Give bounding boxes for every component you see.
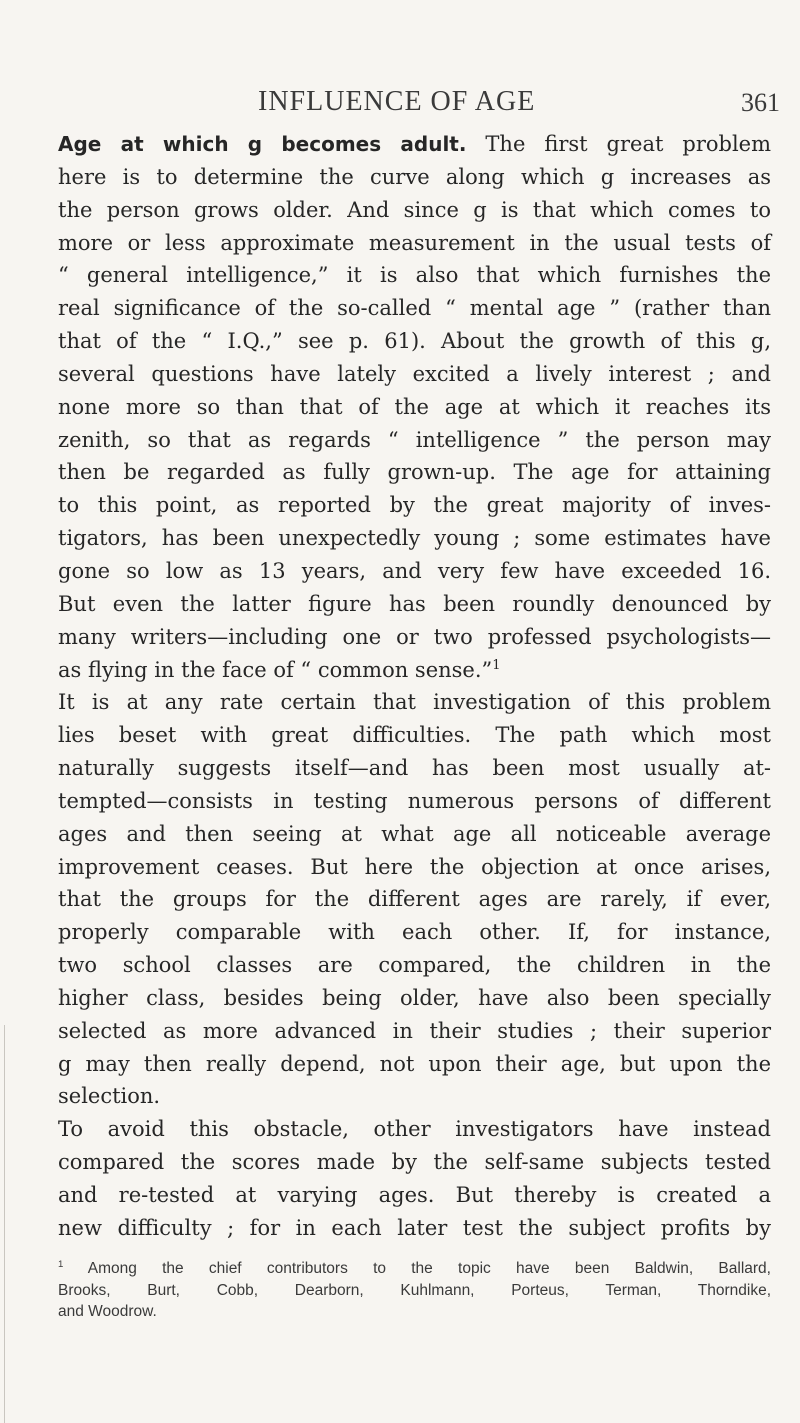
paragraph-age-adult	[58, 128, 771, 686]
text-line: tigators, has been unexpectedly young ; some estimates have	[58, 526, 771, 551]
text-line: To avoid this obstacle, other investigators have instead	[58, 1117, 771, 1142]
paragraph-investigation	[58, 686, 771, 1113]
text-line: compared the scores made by the self-same subjects tested	[58, 1150, 771, 1175]
text-line: real significance of the so-called “ mental age ” (rather than	[58, 296, 771, 321]
paragraph-obstacle	[58, 1113, 771, 1244]
footnote-line	[58, 1258, 771, 1280]
text-line: gone so low as 13 years, and very few have exceeded 16.	[58, 558, 771, 583]
page-header	[0, 86, 800, 126]
text-line	[58, 654, 771, 687]
text-line: that of the “ I.Q.,” see p. 61). About the growth of this g,	[58, 329, 771, 354]
text-line: selected as more advanced in their studies ; their superior	[58, 1018, 771, 1043]
text-line: But even the latter figure has been roundly denounced by	[58, 591, 771, 616]
page-number: 361	[741, 88, 780, 117]
text-line: higher class, besides being older, have also been specially	[58, 985, 771, 1010]
scan-edge-line	[4, 1025, 5, 1423]
text-line: improvement ceases. But here the objection at once arises,	[58, 854, 771, 879]
main-text	[58, 128, 771, 1245]
text-line: ages and then seeing at what age all noticeable average	[58, 821, 771, 846]
running-title: INFLUENCE OF AGE	[258, 86, 536, 117]
text-line-content: as flying in the face of “ common sense.”	[58, 657, 493, 682]
text-line: selection.	[58, 1084, 161, 1109]
text-line: g may then really depend, not upon their age, but upon the	[58, 1051, 771, 1076]
text-line: properly comparable with each other. If, for instance,	[58, 920, 771, 945]
footnote	[58, 1258, 771, 1323]
text-line	[58, 128, 771, 161]
text-line: and re-tested at varying ages. But thereby is created a	[58, 1183, 771, 1207]
footnote-marker: 1	[58, 1258, 64, 1270]
text-line: many writers—including one or two professed psychologists—	[58, 624, 771, 649]
text-line: here is to determine the curve along which g increases as	[58, 164, 771, 189]
footnote-reference[interactable]: 1	[492, 657, 501, 673]
text-line: the person grows older. And since g is that which comes to	[58, 197, 771, 222]
text-line: two school classes are compared, the children in the	[58, 953, 771, 978]
text-line: more or less approximate measurement in the usual tests of	[58, 230, 771, 255]
text-line: “ general intelligence,” it is also that which furnishes the	[58, 263, 771, 288]
text-line-content: The first great problem	[466, 132, 772, 156]
text-line: several questions have lately excited a lively interest ; and	[58, 361, 771, 386]
text-line: lies beset with great difficulties. The path which most	[58, 723, 771, 748]
footnote-line: Brooks, Burt, Cobb, Dearborn, Kuhlmann, Porteus, Terman, Thorndike,	[58, 1281, 771, 1299]
text-line: new difficulty ; for in each later test the subject profits by	[58, 1215, 771, 1240]
text-line: tempted—consists in testing numerous persons of different	[58, 788, 771, 813]
text-line: that the groups for the different ages are rarely, if ever,	[58, 887, 771, 912]
footnote-line: and Woodrow.	[58, 1303, 157, 1320]
text-line: then be regarded as fully grown-up. The age for attaining	[58, 460, 771, 485]
footnote-text: Among the chief contributors to the topic have been Baldwin, Ballard,	[63, 1260, 771, 1277]
text-line: none more so than that of the age at which it reaches its	[58, 394, 771, 419]
section-heading: Age at which g becomes adult.	[58, 132, 467, 156]
text-line: zenith, so that as regards “ intelligence ” the person may	[58, 427, 771, 452]
text-line: It is at any rate certain that investigation of this problem	[58, 690, 771, 715]
text-line: to this point, as reported by the great majority of inves-	[58, 493, 771, 518]
text-line: naturally suggests itself—and has been most usually at-	[58, 756, 771, 781]
